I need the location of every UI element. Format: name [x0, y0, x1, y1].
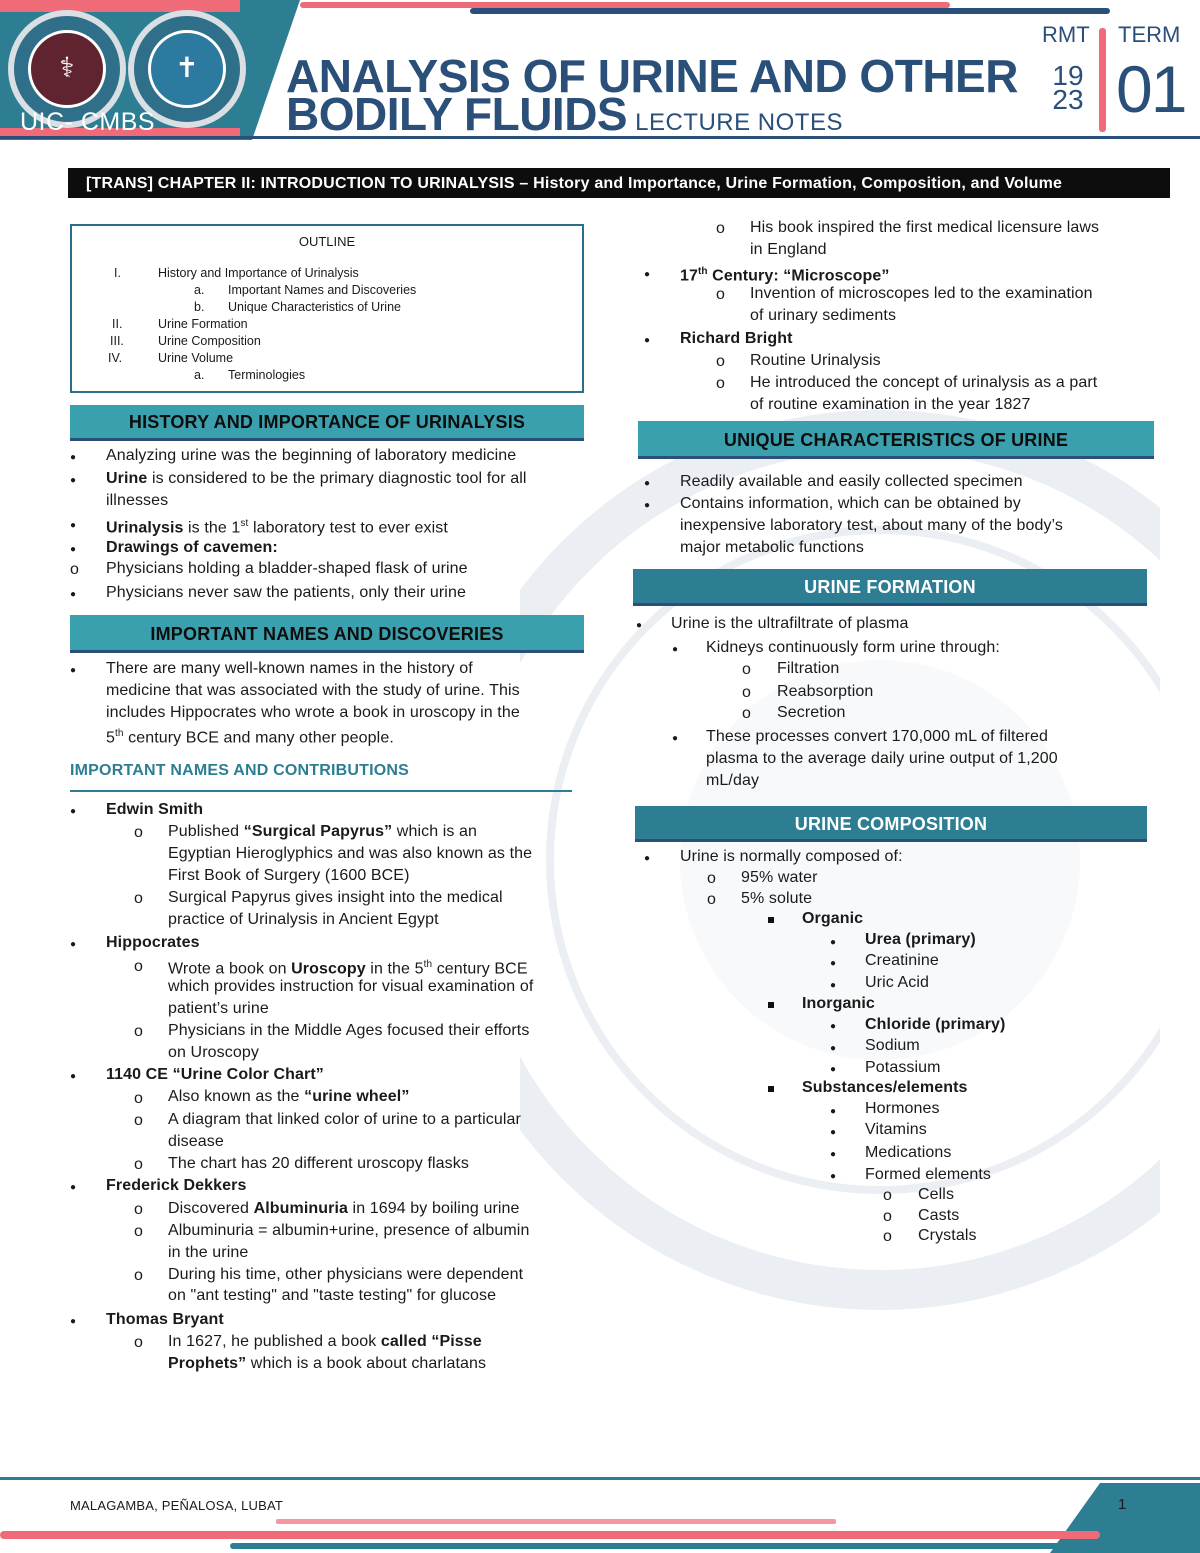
outline-num: b. — [194, 300, 205, 314]
formation-line: Secretion — [777, 704, 846, 721]
dekkers-line: During his time, other physicians were dependent — [168, 1266, 524, 1283]
composition-item: Formed elements — [865, 1166, 991, 1183]
hippocrates-line: which provides instruction for visual examination of — [168, 978, 534, 995]
hippocrates-line: on Uroscopy — [168, 1044, 259, 1061]
circle-bullet-icon: o — [70, 561, 79, 578]
bryant-line: Prophets” which is a book about charlatans — [168, 1355, 487, 1372]
bullet-icon: ● — [644, 335, 651, 346]
circle-bullet-icon: o — [134, 824, 143, 841]
composition-item: Chloride (primary) — [865, 1016, 1006, 1033]
outline-box — [70, 224, 584, 393]
right-line: He introduced the concept of urinalysis as a part — [750, 374, 1098, 391]
outline-item: Unique Characteristics of Urine — [228, 300, 401, 314]
header-divider — [1099, 28, 1106, 132]
right-line: Invention of microscopes led to the examination — [750, 285, 1093, 302]
footer-stripes — [0, 1473, 1200, 1553]
outline-num: a. — [194, 368, 205, 382]
formation-line: Urine is the ultrafiltrate of plasma — [671, 615, 909, 632]
circle-bullet-icon: o — [134, 1267, 143, 1284]
formation-line: These processes convert 170,000 mL of filtered — [706, 728, 1048, 745]
outline-num: III. — [110, 334, 124, 348]
chapter-bar: [TRANS] CHAPTER II: INTRODUCTION TO URINALYSIS – History and Importance, Urine Formation, Composition, and Volume — [68, 168, 1170, 198]
circle-bullet-icon: o — [707, 870, 716, 887]
year-label: 19 23 — [1052, 60, 1084, 115]
smith-line: Published “Surgical Papyrus” which is an — [168, 823, 478, 840]
circle-bullet-icon: o — [134, 1023, 143, 1040]
names-para-line: includes Hippocrates who wrote a book in uroscopy in the — [106, 704, 520, 721]
composition-item: Cells — [918, 1186, 955, 1203]
composition-item: Medications — [865, 1144, 952, 1161]
circle-bullet-icon: o — [707, 891, 716, 908]
history-line: Physicians holding a bladder-shaped flask of urine — [106, 560, 468, 577]
composition-item: Vitamins — [865, 1121, 927, 1138]
history-line: Analyzing urine was the beginning of laboratory medicine — [106, 447, 517, 464]
circle-bullet-icon: o — [883, 1208, 892, 1225]
history-line: Drawings of cavemen: — [106, 539, 278, 556]
unique-section-header: UNIQUE CHARACTERISTICS OF URINE — [638, 421, 1154, 459]
bullet-icon: ● — [830, 1043, 837, 1054]
square-bullet-icon — [768, 1078, 774, 1098]
right-line: of routine examination in the year 1827 — [750, 396, 1031, 413]
circle-bullet-icon: o — [134, 1201, 143, 1218]
colorchart-line: disease — [168, 1133, 224, 1150]
bullet-icon: ● — [70, 1071, 77, 1082]
bullet-icon: ● — [672, 733, 679, 744]
square-bullet-icon — [768, 909, 774, 929]
bullet-icon: ● — [70, 939, 77, 950]
right-line: Routine Urinalysis — [750, 352, 881, 369]
bullet-icon: ● — [672, 644, 679, 655]
circle-bullet-icon: o — [742, 661, 751, 678]
history-line: Urine is considered to be the primary diagnostic tool for all — [106, 470, 527, 487]
formation-line: Kidneys continuously form urine through: — [706, 639, 1000, 656]
dekkers-line: Discovered Albuminuria in 1694 by boiling urine — [168, 1200, 520, 1217]
smith-line: First Book of Surgery (1600 BCE) — [168, 867, 410, 884]
composition-item: Casts — [918, 1207, 960, 1224]
term-label: TERM — [1118, 22, 1181, 47]
term-number: 01 — [1116, 52, 1186, 126]
unique-line: Readily available and easily collected specimen — [680, 473, 1023, 490]
circle-bullet-icon: o — [134, 958, 143, 975]
bullet-icon: ● — [70, 1182, 77, 1193]
circle-bullet-icon: o — [742, 684, 751, 701]
bullet-icon: ● — [830, 1127, 837, 1138]
uic-cmbs-label: UIC- CMBS — [20, 108, 156, 136]
names-section-header: IMPORTANT NAMES AND DISCOVERIES — [70, 615, 584, 653]
contributions-subheading: IMPORTANT NAMES AND CONTRIBUTIONS — [70, 762, 572, 792]
circle-bullet-icon: o — [134, 1090, 143, 1107]
dekkers-line: Albuminuria = albumin+urine, presence of albumin — [168, 1222, 530, 1239]
bullet-icon: ● — [644, 500, 651, 511]
outline-num: IV. — [108, 351, 123, 365]
book-icon: ✝ — [175, 51, 199, 84]
bullet-icon: ● — [644, 853, 651, 864]
bullet-icon: ● — [644, 269, 651, 280]
outline-num: II. — [112, 317, 123, 331]
person-name: 1140 CE “Urine Color Chart” — [106, 1066, 324, 1083]
hippocrates-line: Physicians in the Middle Ages focused their efforts — [168, 1022, 530, 1039]
names-para-line: There are many well-known names in the history of — [106, 660, 473, 677]
bullet-icon: ● — [70, 806, 77, 817]
formation-line: plasma to the average daily urine output of 1,200 — [706, 750, 1058, 767]
circle-bullet-icon: o — [134, 1112, 143, 1129]
smith-line: practice of Urinalysis in Ancient Egypt — [168, 911, 439, 928]
dekkers-line: in the urine — [168, 1244, 249, 1261]
bullet-icon: ● — [830, 1106, 837, 1117]
footer-authors: MALAGAMBA, PEÑALOSA, LUBAT — [70, 1498, 284, 1513]
composition-item: Hormones — [865, 1100, 940, 1117]
unique-line: Contains information, which can be obtained by — [680, 495, 1021, 512]
formation-line: Reabsorption — [777, 683, 874, 700]
bryant-line: In 1627, he published a book called “Pisse — [168, 1333, 482, 1350]
circle-bullet-icon: o — [716, 286, 725, 303]
lecture-notes-label: LECTURE NOTES — [635, 109, 843, 136]
composition-item: Urea (primary) — [865, 931, 976, 948]
circle-bullet-icon: o — [716, 353, 725, 370]
history-section-header: HISTORY AND IMPORTANCE OF URINALYSIS — [70, 405, 584, 441]
composition-category: Organic — [802, 910, 864, 927]
person-name: Thomas Bryant — [106, 1311, 224, 1328]
outline-item: Terminologies — [228, 368, 306, 382]
outline-item: Urine Composition — [158, 334, 261, 348]
formation-section-header: URINE FORMATION — [633, 569, 1147, 606]
formation-line: mL/day — [706, 772, 760, 789]
outline-num: a. — [194, 283, 205, 297]
right-line: His book inspired the first medical licensure laws — [750, 219, 1100, 236]
history-line: Urinalysis is the 1st laboratory test to ever exist — [106, 518, 448, 537]
outline-item: History and Importance of Urinalysis — [158, 266, 359, 280]
composition-category: Substances/elements — [802, 1079, 968, 1096]
history-line: Physicians never saw the patients, only their urine — [106, 584, 466, 601]
history-line: illnesses — [106, 492, 169, 509]
outline-item: Urine Volume — [158, 351, 234, 365]
outline-title: OUTLINE — [298, 234, 356, 249]
bullet-icon: ● — [830, 1149, 837, 1160]
caduceus-icon: ⚕ — [59, 51, 75, 84]
outline-num: I. — [114, 266, 121, 280]
page-header — [0, 0, 1200, 140]
circle-bullet-icon: o — [134, 890, 143, 907]
person-name: Frederick Dekkers — [106, 1177, 247, 1194]
bullet-icon: ● — [830, 980, 837, 991]
composition-item: Creatinine — [865, 952, 939, 969]
bullet-icon: ● — [830, 958, 837, 969]
person-name: Edwin Smith — [106, 801, 204, 818]
names-para-line: medicine that was associated with the study of urine. This — [106, 682, 520, 699]
hippocrates-line: patient’s urine — [168, 1000, 269, 1017]
bullet-icon: ● — [830, 937, 837, 948]
bullet-icon: ● — [70, 1316, 77, 1327]
composition-line: 95% water — [741, 869, 818, 886]
bullet-icon: ● — [70, 665, 77, 676]
outline-item: Important Names and Discoveries — [228, 283, 417, 297]
hippocrates-line: Wrote a book on Uroscopy in the 5th century BCE — [168, 959, 528, 978]
bullet-icon: ● — [70, 544, 77, 555]
circle-bullet-icon: o — [134, 1156, 143, 1173]
composition-item: Potassium — [865, 1059, 941, 1076]
colorchart-line: A diagram that linked color of urine to a particular — [168, 1111, 521, 1128]
dekkers-line: on "ant testing" and "taste testing" for glucose — [168, 1287, 497, 1304]
bullet-icon: ● — [636, 620, 643, 631]
circle-bullet-icon: o — [716, 220, 725, 237]
circle-bullet-icon: o — [134, 1334, 143, 1351]
page-title-line2: BODILY FLUIDS LECTURE NOTES — [286, 88, 843, 140]
page-title-line1: ANALYSIS OF URINE AND OTHER — [286, 50, 1018, 102]
composition-item: Crystals — [918, 1227, 977, 1244]
circle-bullet-icon: o — [134, 1223, 143, 1240]
right-line: of urinary sediments — [750, 307, 897, 324]
composition-category: Inorganic — [802, 995, 875, 1012]
outline-item: Urine Formation — [158, 317, 248, 331]
bullet-icon: ● — [830, 1171, 837, 1182]
unique-line: major metabolic functions — [680, 539, 864, 556]
unique-line: inexpensive laboratory test, about many of the body’s — [680, 517, 1064, 534]
bullet-icon: ● — [70, 475, 77, 486]
circle-bullet-icon: o — [742, 705, 751, 722]
bullet-icon: ● — [830, 1064, 837, 1075]
bullet-icon: ● — [644, 478, 651, 489]
circle-bullet-icon: o — [883, 1187, 892, 1204]
person-name: Hippocrates — [106, 934, 200, 951]
circle-bullet-icon: o — [716, 375, 725, 392]
bullet-icon: ● — [70, 520, 77, 531]
person-name: Richard Bright — [680, 330, 793, 347]
composition-item: Sodium — [865, 1037, 920, 1054]
composition-line: 5% solute — [741, 890, 813, 907]
names-para-line: 5th century BCE and many other people. — [106, 728, 394, 747]
composition-item: Uric Acid — [865, 974, 930, 991]
rmt-label: RMT — [1042, 22, 1090, 47]
colorchart-line: The chart has 20 different uroscopy flasks — [168, 1155, 469, 1172]
composition-line: Urine is normally composed of: — [680, 848, 903, 865]
composition-section-header: URINE COMPOSITION — [635, 806, 1147, 842]
circle-bullet-icon: o — [883, 1228, 892, 1245]
smith-line: Egyptian Hieroglyphics and was also known as the — [168, 845, 533, 862]
colorchart-line: Also known as the “urine wheel” — [168, 1088, 410, 1105]
page-number: 1 — [1118, 1496, 1127, 1513]
bullet-icon: ● — [70, 452, 77, 463]
right-line: in England — [750, 241, 827, 258]
bullet-icon: ● — [830, 1021, 837, 1032]
century-heading: 17th Century: “Microscope” — [680, 266, 890, 285]
square-bullet-icon — [768, 994, 774, 1014]
formation-line: Filtration — [777, 660, 840, 677]
bullet-icon: ● — [70, 589, 77, 600]
smith-line: Surgical Papyrus gives insight into the medical — [168, 889, 503, 906]
